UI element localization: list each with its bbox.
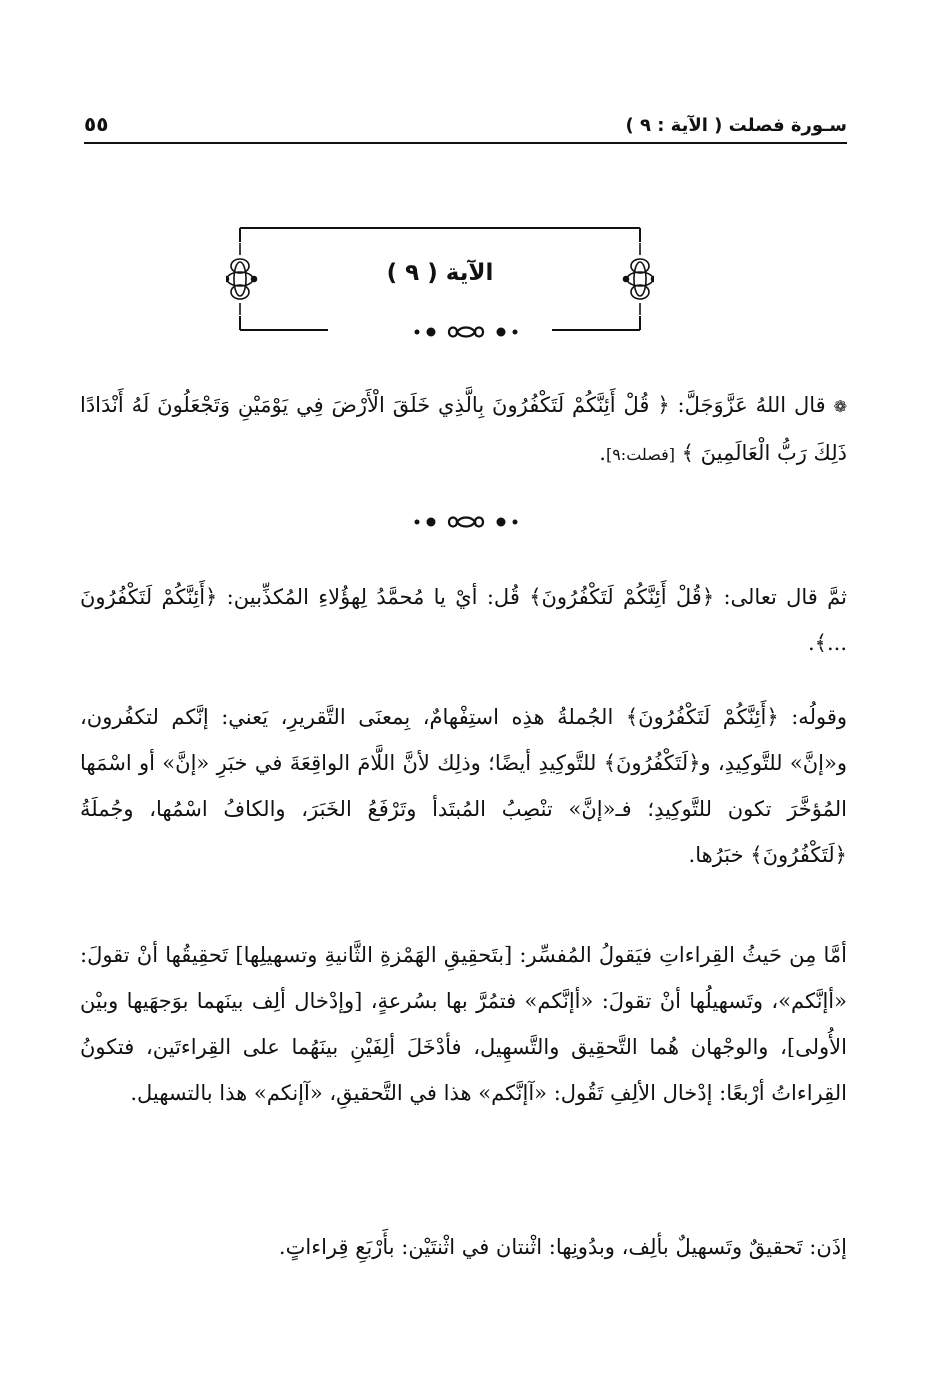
commentary-paragraph-4: إذَن: تَحقيقٌ وتَسهيلٌ بألِف، وبدُونِها: اثْنتان في اثْنتَيْن: بأَرْبَعِ قِراءاتٍ. <box>278 1235 847 1259</box>
verse-reference: [فصلت:٩] <box>605 445 675 464</box>
commentary-paragraph-3: أمَّا مِن حَيثُ القِراءاتِ فيَقولُ المُفسِّر: [بتَحقِيقِ الهَمْزةِ الثَّانيةِ وتسهيلِها] تَحقِيقُها أنْ تقولَ: «أإنَّكم»، وتَسهيلُها أنْ تقولَ: «أإنَّكم» فتمُرَّ بها بسُرعةٍ، [وإدْخال ألِف بينَهما بوَجهَيها وبيْن الأُولى]، والوجْهان هُما التَّحقِيق والتَّسهِيل، فأدْخَلَ ألِفَيْنِ بينَهُما على القِراءتَين، فتكونُ القِراءاتُ أرْبعًا: إدْخال الألِفِ تَقُول: «آإنَّكم» هذا في التَّحقيقِ، «آإنكم» هذا بالتسهيل. <box>80 943 847 1105</box>
running-header <box>84 96 847 144</box>
right-knot-ornament <box>624 243 655 315</box>
commentary-paragraph-2: وقولُه: ﴿أَئِنَّكُمْ لَتَكْفُرُونَ﴾ الجُملةُ هذِه استِفْهامٌ، بِمعنَى التَّقريرِ، يَعني: إنَّكم لتكفُرون، و«إنَّ» للتَّوكِيدِ، و﴿لَتَكْفُرُونَ﴾ للتَّوكِيدِ أيضًا؛ وذلِك لأنَّ اللَّامَ الواقِعَةَ في خبَرِ «إنَّ» أو اسْمَها المُؤخَّرَ تكون للتَّوكِيدِ؛ فـ«إنَّ» تنْصِبُ المُبتَدأ وتَرْفَعُ الخَبَرَ، والكافُ اسْمُها، وجُملَةُ ﴿لَتَكْفُرُونَ﴾ خبَرُها. <box>80 705 847 867</box>
divider-ornament-icon <box>411 322 521 342</box>
flower-ornament-icon: ❁ <box>833 397 847 416</box>
ornamental-divider <box>0 512 931 536</box>
left-knot-ornament <box>226 243 257 315</box>
divider-ornament-icon <box>411 512 521 532</box>
verse-intro: قال اللهُ عَزَّوَجَلَّ: ﴿ <box>657 393 826 417</box>
page-number: ٥٥ <box>84 112 109 136</box>
verse-close: ﴾ <box>681 441 694 465</box>
section-title-frame <box>226 226 654 336</box>
running-title: سـورة فصلت ( الآية : ٩ ) <box>625 115 847 136</box>
commentary-paragraph-1: ثمَّ قال تعالى: ﴿قُلْ أَئِنَّكُمْ لَتَكْفُرُونَ﴾ قُل: أيْ يا مُحمَّدُ لِهؤُلاءِ المُكذِّبين: ﴿أَئِنَّكُمْ لَتَكْفُرُونَ ...﴾. <box>80 585 847 655</box>
verse-paragraph: ❁ قال اللهُ عَزَّوَجَلَّ: ﴿ قُلْ أَئِنَّكُمْ لَتَكْفُرُونَ بِالَّذِي خَلَقَ الْأَرْضَ فِي يَوْمَيْنِ وَتَجْعَلُونَ لَهُ أَنْدَادًا ذَلِكَ رَبُّ الْعَالَمِينَ ﴾ [فصلت:٩]. <box>80 393 847 465</box>
ornamental-divider <box>0 322 931 346</box>
section-title: الآية ( ٩ ) <box>386 260 494 286</box>
verse-text: قُلْ أَئِنَّكُمْ لَتَكْفُرُونَ بِالَّذِي خَلَقَ الْأَرْضَ فِي يَوْمَيْنِ وَتَجْعَلُونَ لَهُ أَنْدَادًا ذَلِكَ رَبُّ الْعَالَمِينَ <box>80 393 847 465</box>
